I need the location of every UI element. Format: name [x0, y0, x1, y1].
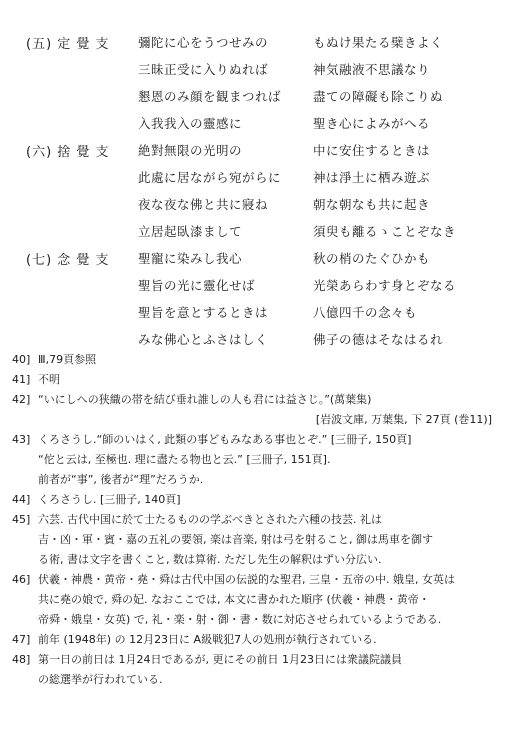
footnote-number: 44]	[12, 493, 31, 506]
verse-line-left: 三昧正受に入りぬれば	[138, 62, 269, 77]
footnote-text: くろさうし.“師のいはく, 此類の事どもみなある事也とぞ.” [三冊子, 150頁]	[38, 433, 412, 446]
footnote-number: 46]	[12, 573, 31, 586]
verse-block-label: (六) 捨 覺 支	[26, 145, 110, 160]
footnote-text: 前年 (1948年) の 12月23日に A級戦犯7人の処刑が執行されている.	[38, 633, 377, 646]
footnote	[12, 570, 512, 630]
footnote-text: 吉・凶・軍・賓・嘉の五礼の要領, 楽は音楽, 射は弓を射ること, 御は馬車を御す	[38, 533, 433, 546]
verse-line-right: 神気融液不思議なり	[313, 62, 431, 77]
verse-line-right: 秋の梢のたぐひかも	[313, 251, 431, 266]
verse-line-right: 盡ての障礙も除こりぬ	[313, 89, 444, 104]
footnote-text: 共に堯の娘で, 舜の妃. なおここでは, 本文に書かれた順序 (伏羲・神農・黄帝・	[38, 593, 430, 606]
verse-row	[18, 296, 508, 323]
footnote	[12, 430, 512, 490]
verse-row	[18, 80, 508, 107]
footnote-text: “佗と云は, 至極也. 理に盡たる物也と云.” [三冊子, 151頁].	[38, 453, 331, 466]
verse-line-left: 夜な夜な佛と共に寢ね	[138, 197, 269, 212]
footnote-text: “いにしへの狭織の帯を結び垂れ誰しの人も君には益さじ。”(萬葉集)	[38, 393, 372, 406]
footnote	[12, 490, 512, 510]
verse-line-left: 懇恩のみ顔を観まつれば	[138, 89, 282, 104]
verse-row	[18, 53, 508, 80]
verse-line-right: 聖き心によみがへる	[313, 116, 431, 131]
verse-row	[18, 26, 508, 53]
verse-block-label: (七) 念 覺 支	[26, 253, 110, 268]
footnote-number: 48]	[12, 653, 31, 666]
verse-block-label: (五) 定 覺 支	[26, 37, 110, 52]
verse-line-right: 光榮あらわす身とぞなる	[313, 278, 457, 293]
footnote-text: 不明	[38, 373, 60, 386]
footnote	[12, 350, 512, 370]
footnote-number: 42]	[12, 393, 31, 406]
footnote-citation: [岩波文庫, 万葉集, 下 27頁 (巻11)]	[315, 413, 492, 426]
verse-line-right: もぬけ果たる檗きよく	[313, 35, 444, 50]
verse-line-left: 立居起臥漆まして	[138, 224, 243, 239]
verse-line-right: 神は淨土に栖み遊ぶ	[313, 170, 431, 185]
verse-line-left: 彌陀に心をうつせみの	[138, 35, 269, 50]
verse-block	[18, 134, 508, 242]
footnote-text: 前者が“事”, 後者が“理”だろうか.	[38, 473, 204, 486]
footnote	[12, 630, 512, 650]
verse-line-right: 八億四千の念々も	[313, 305, 418, 320]
verse-row	[18, 161, 508, 188]
verse-line-right: 佛子の德はそなはるれ	[313, 332, 444, 347]
footnote-number: 43]	[12, 433, 31, 446]
verse-line-left: 此處に居ながら宛がらに	[138, 170, 282, 185]
verse-row	[18, 242, 508, 269]
footnote-number: 45]	[12, 513, 31, 526]
footnote	[12, 510, 512, 570]
footnote-number: 47]	[12, 633, 31, 646]
footnote-text: 帝舜・娥皇・女英) で, 礼・楽・射・御・書・数に対応させられているようである.	[38, 613, 442, 626]
verse-block	[18, 26, 508, 134]
footnote-text: 第一日の前日は 1月24日であるが, 更にその前日 1月23日には衆議院議員	[38, 653, 402, 666]
footnote-text: る術, 書は文字を書くこと, 数は算術. ただし先生の解釈はずい分広い.	[38, 553, 382, 566]
verse-line-left: 聖旨を意とするときは	[138, 305, 269, 320]
verse-row	[18, 269, 508, 296]
verse-line-left: 絶對無限の光明の	[138, 143, 243, 158]
footnote	[12, 650, 512, 690]
verse-line-left: みな佛心とふさはしく	[138, 332, 269, 347]
footnote-number: 40]	[12, 353, 31, 366]
footnotes-section	[12, 350, 512, 690]
verse-line-left: 聖旨の光に靈化せば	[138, 278, 256, 293]
footnote	[12, 390, 512, 430]
footnote-text: Ⅲ,79頁参照	[38, 353, 97, 366]
verse-line-left: 入我我入の靈感に	[138, 116, 243, 131]
verse-line-left: 聖寵に染みし我心	[138, 251, 243, 266]
footnote-text: 伏羲・神農・黄帝・堯・舜は古代中国の伝説的な聖君, 三皇・五帝の中. 娥皇, 女英は	[38, 573, 455, 586]
verse-block	[18, 242, 508, 350]
verse-line-right: 朝な朝なも共に起き	[313, 197, 431, 212]
footnote-text: の総選挙が行われている.	[38, 673, 163, 686]
verse-row	[18, 107, 508, 134]
verse-line-right: 中に安住するときは	[313, 143, 431, 158]
verse-row	[18, 188, 508, 215]
verse-section	[18, 26, 508, 350]
footnote-number: 41]	[12, 373, 31, 386]
footnote-text: くろさうし. [三冊子, 140頁]	[38, 493, 181, 506]
footnote-text: 六芸. 古代中国に於て士たるものの学ぶべきとされた六種の技芸. 礼は	[38, 513, 382, 526]
verse-row	[18, 215, 508, 242]
verse-line-right: 須臾も離るゝことぞなき	[313, 224, 457, 239]
verse-row	[18, 323, 508, 350]
footnote	[12, 370, 512, 390]
verse-row	[18, 134, 508, 161]
